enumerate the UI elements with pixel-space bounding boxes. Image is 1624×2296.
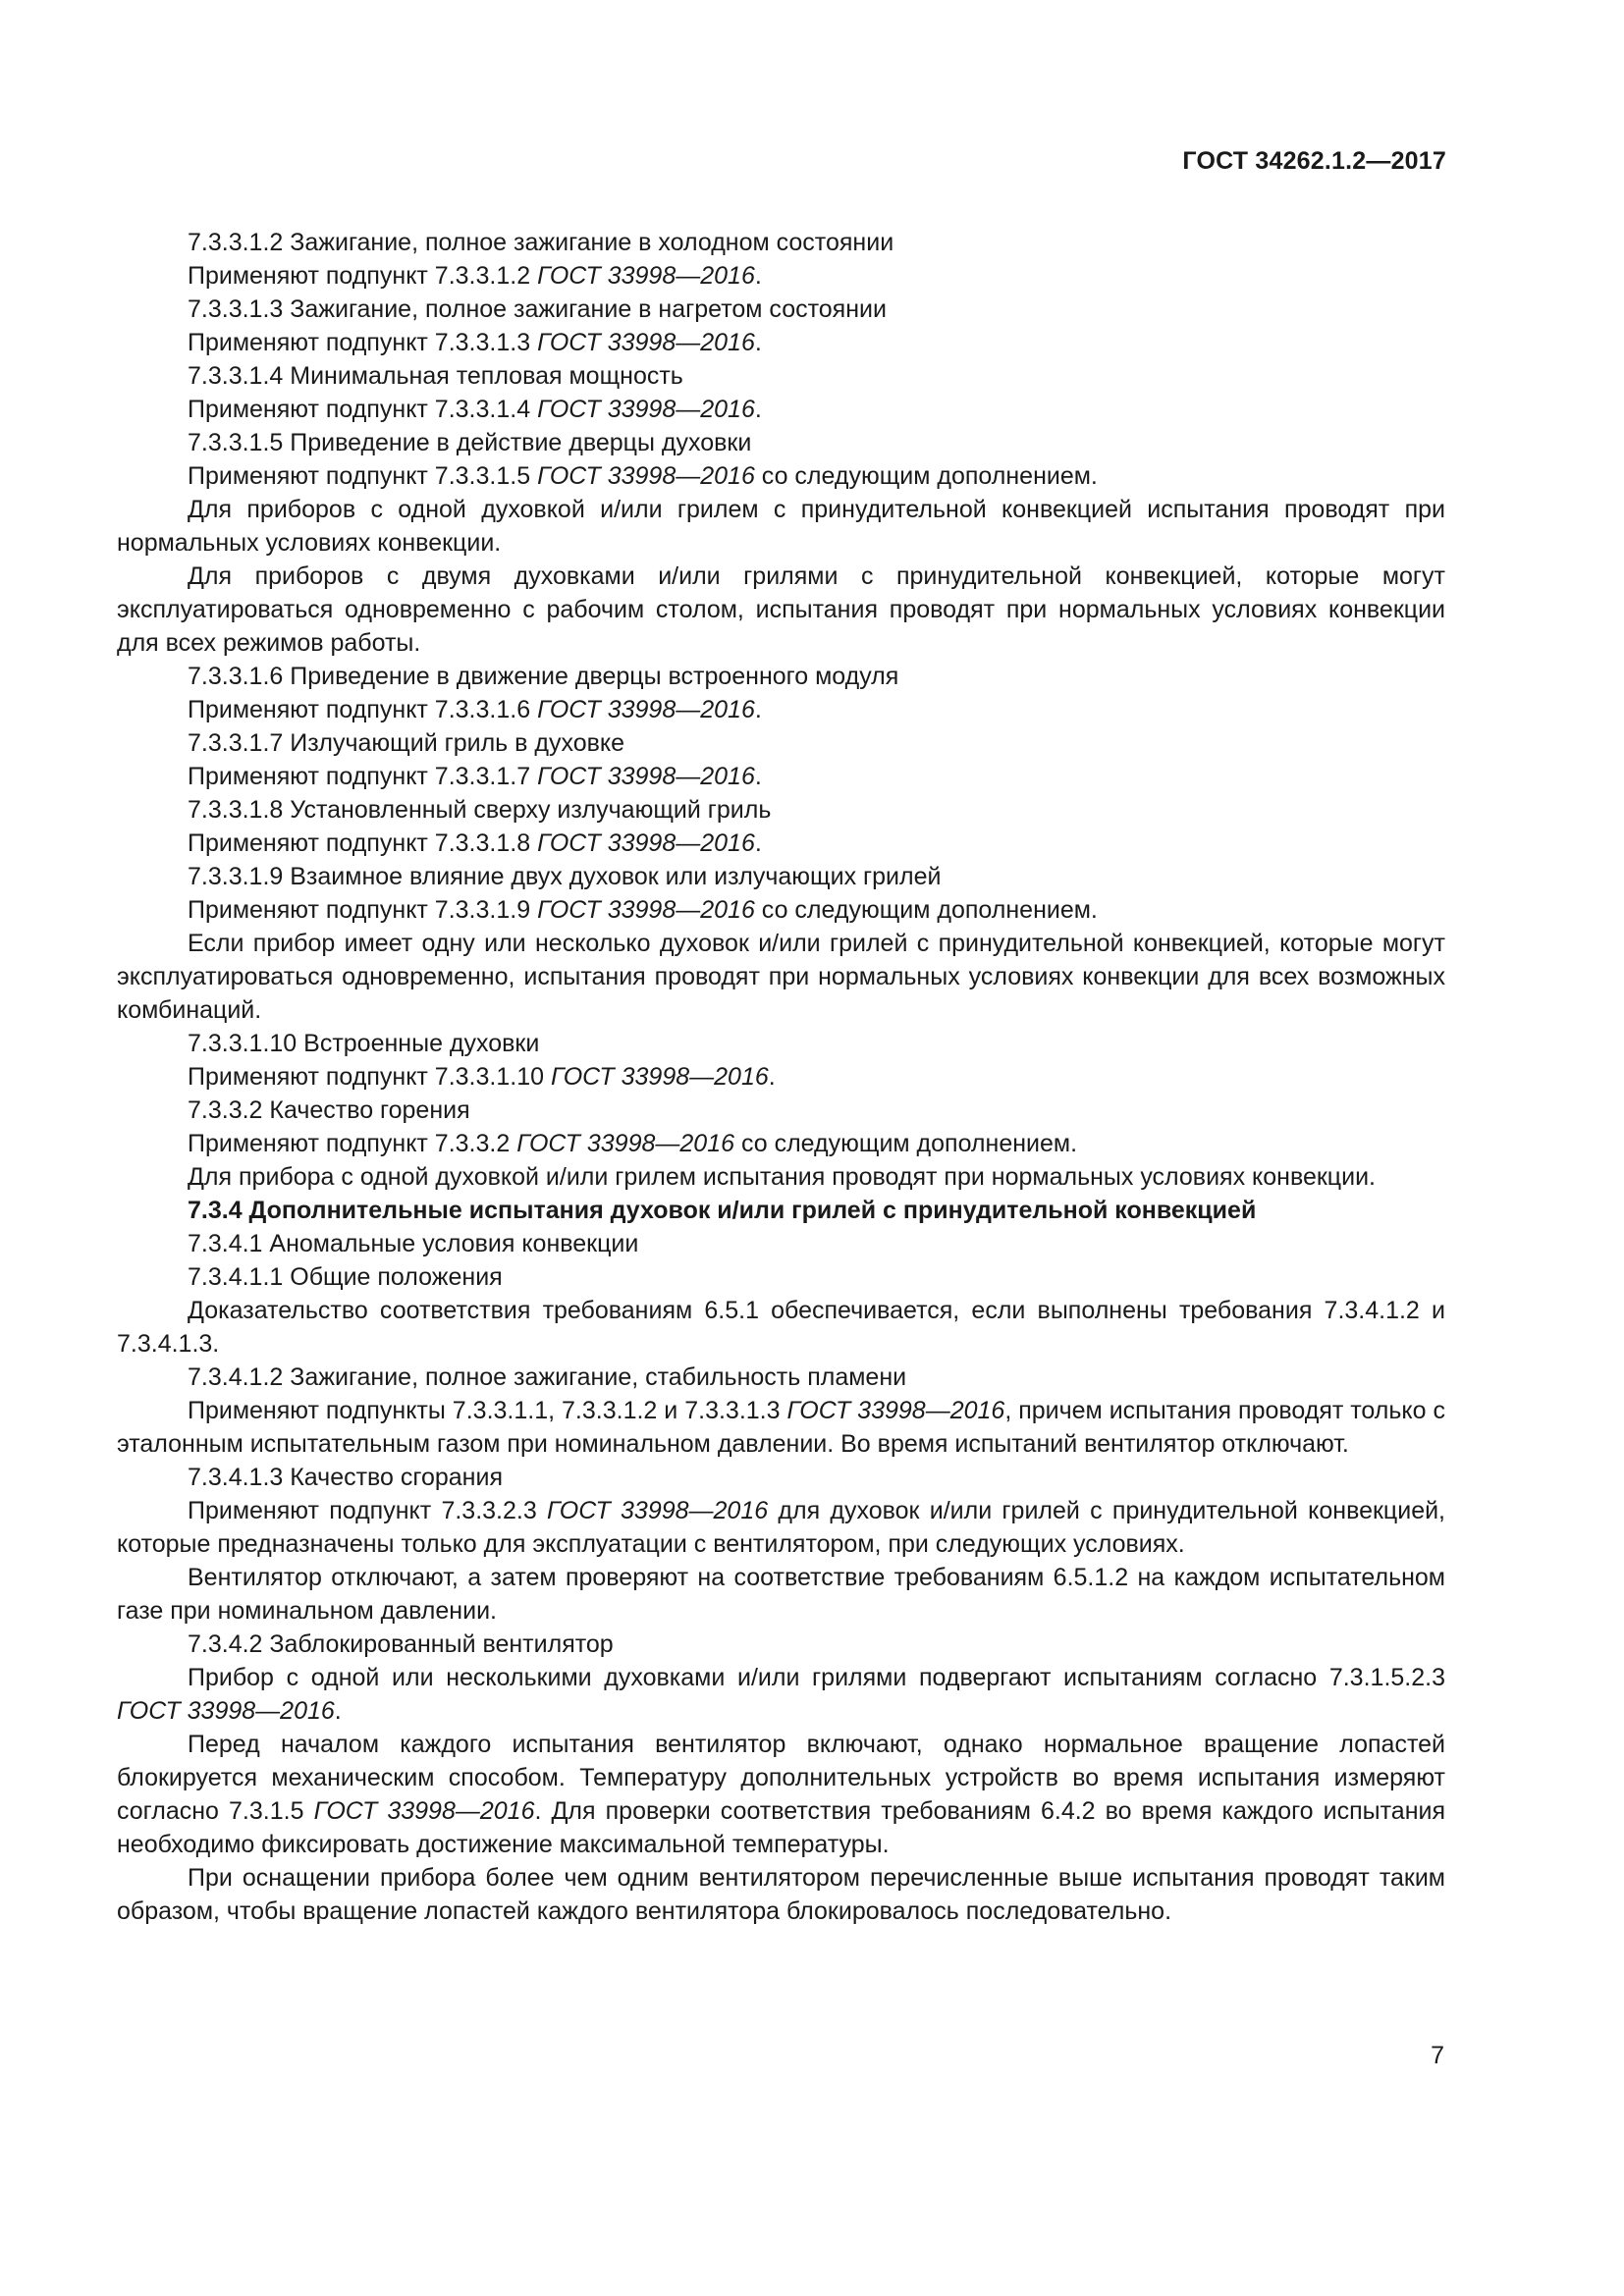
paragraph (117, 1094, 1445, 1127)
paragraph (117, 1561, 1445, 1628)
paragraph (117, 326, 1445, 359)
text-run: Применяют подпункт 7.3.3.1.3 (188, 329, 538, 356)
text-run: 7.3.4.1.3 Качество сгорания (188, 1464, 503, 1491)
text-run: со следующим дополнением. (754, 462, 1098, 490)
text-run: 7.3.3.1.10 Встроенные духовки (188, 1030, 540, 1057)
paragraph (117, 1227, 1445, 1260)
text-run: 7.3.4.1.2 Зажигание, полное зажигание, стабильность пламени (188, 1363, 907, 1391)
text-run: Применяют подпункт 7.3.3.1.6 (188, 696, 538, 723)
text-run: . (754, 829, 762, 857)
text-run: Применяют подпункт 7.3.3.1.2 (188, 262, 538, 290)
text-run: . (754, 329, 762, 356)
text-run: 7.3.3.2 Качество горения (188, 1096, 470, 1124)
paragraph (117, 1461, 1445, 1494)
paragraph (117, 1027, 1445, 1060)
paragraph (117, 1260, 1445, 1294)
text-run: Если прибор имеет одну или несколько духовок и/или грилей с принудительной конвекцией, которые могут эксплуатироваться одновременно, испытания проводят при нормальных условиях конвекции для всех возможных комбинаций. (117, 930, 1445, 1024)
text-run: Применяют подпункт 7.3.3.2 (188, 1130, 517, 1157)
text-run: Для приборов с двумя духовками и/или грилями с принудительной конвекцией, которые могут эксплуатироваться одновременно с рабочим столом, испытания проводят при нормальных условиях конвекции для всех режимов работы. (117, 562, 1445, 657)
paragraph (117, 1160, 1445, 1194)
paragraph (117, 560, 1445, 660)
paragraph (117, 1361, 1445, 1394)
text-run: 7.3.4.1 Аномальные условия конвекции (188, 1230, 639, 1257)
standard-reference: ГОСТ 33998—2016 (537, 262, 755, 290)
paragraph (117, 459, 1445, 493)
standard-reference: ГОСТ 33998—2016 (537, 763, 755, 790)
text-run: . Для проверки соответствия требованиям 6.4.2 во время каждого испытания необходимо фиксировать достижение максимальной температуры. (117, 1797, 1445, 1858)
text-run: , причем испытания проводят только с эталонным испытательным газом при номинальном давлении. Во время испытаний вентилятор отключают. (117, 1397, 1445, 1458)
paragraph (117, 1294, 1445, 1361)
paragraph (117, 893, 1445, 927)
standard-reference: ГОСТ 33998—2016 (537, 829, 755, 857)
text-run: 7.3.3.1.3 Зажигание, полное зажигание в нагретом состоянии (188, 295, 887, 323)
paragraph (117, 1728, 1445, 1861)
text-run: со следующим дополнением. (734, 1130, 1078, 1157)
paragraph (117, 359, 1445, 393)
paragraph (117, 726, 1445, 760)
text-run: При оснащении прибора более чем одним вентилятором перечисленные выше испытания проводят таким образом, чтобы вращение лопастей каждого вентилятора блокировалось последовательно. (117, 1864, 1445, 1925)
paragraph (117, 393, 1445, 426)
paragraph (117, 1060, 1445, 1094)
text-run: для духовок и/или грилей с принудительной конвекцией, которые предназначены только для эксплуатации с вентилятором, при следующих условиях. (117, 1497, 1446, 1558)
paragraph (117, 860, 1445, 893)
text-run: Применяют подпункт 7.3.3.1.8 (188, 829, 538, 857)
text-run: 7.3.3.1.8 Установленный сверху излучающий гриль (188, 796, 772, 824)
text-run: Вентилятор отключают, а затем проверяют на соответствие требованиям 6.5.1.2 на каждом испытательном газе при номинальном давлении. (117, 1564, 1445, 1625)
text-run: Применяют подпункт 7.3.3.1.4 (188, 396, 538, 423)
standard-reference: ГОСТ 33998—2016 (537, 396, 755, 423)
standard-reference: ГОСТ 33998—2016 (786, 1397, 1005, 1424)
text-run: 7.3.3.1.2 Зажигание, полное зажигание в холодном состоянии (188, 229, 894, 256)
page-number: 7 (1431, 2042, 1444, 2069)
text-run: . (754, 262, 762, 290)
text-run: . (334, 1697, 342, 1725)
paragraph (117, 1394, 1445, 1461)
text-run: 7.3.3.1.6 Приведение в движение дверцы встроенного модуля (188, 663, 899, 690)
text-run: 7.3.3.1.7 Излучающий гриль в духовке (188, 729, 624, 757)
standard-reference: ГОСТ 33998—2016 (537, 462, 755, 490)
paragraph (117, 760, 1445, 793)
paragraph (117, 660, 1445, 693)
standard-reference: ГОСТ 33998—2016 (537, 329, 755, 356)
document-body (117, 226, 1445, 1928)
text-run: Для прибора с одной духовкой и/или грилем испытания проводят при нормальных условиях конвекции. (188, 1163, 1376, 1191)
text-run: . (768, 1063, 776, 1091)
paragraph (117, 493, 1445, 560)
text-run: Применяют подпункт 7.3.3.1.7 (188, 763, 538, 790)
text-run: 7.3.3.1.9 Взаимное влияние двух духовок или излучающих грилей (188, 863, 942, 890)
section-heading: 7.3.4 Дополнительные испытания духовок и/или грилей с принудительной конвекцией (188, 1197, 1257, 1224)
paragraph (117, 1194, 1445, 1227)
text-run: Применяют подпункт 7.3.3.1.10 (188, 1063, 551, 1091)
paragraph (117, 1127, 1445, 1160)
paragraph (117, 693, 1445, 726)
text-run: Прибор с одной или несколькими духовками и/или грилями подвергают испытаниям согласно 7.3.1.5.2.3 (188, 1664, 1445, 1691)
text-run: 7.3.4.1.1 Общие положения (188, 1263, 503, 1291)
text-run: 7.3.3.1.4 Минимальная тепловая мощность (188, 362, 683, 390)
text-run: 7.3.4.2 Заблокированный вентилятор (188, 1630, 614, 1658)
paragraph (117, 1628, 1445, 1661)
standard-reference: ГОСТ 33998—2016 (547, 1497, 769, 1524)
paragraph (117, 426, 1445, 459)
text-run: Применяют подпункт 7.3.3.2.3 (188, 1497, 548, 1524)
text-run: 7.3.3.1.5 Приведение в действие дверцы духовки (188, 429, 752, 456)
paragraph (117, 226, 1445, 259)
paragraph (117, 1661, 1445, 1728)
standard-reference: ГОСТ 33998—2016 (516, 1130, 735, 1157)
text-run: Применяют подпункт 7.3.3.1.9 (188, 896, 538, 924)
text-run: Для приборов с одной духовкой и/или грилем с принудительной конвекцией испытания проводят при нормальных условиях конвекции. (117, 496, 1445, 557)
document-header: ГОСТ 34262.1.2—2017 (1182, 147, 1446, 175)
text-run: Применяют подпункт 7.3.3.1.5 (188, 462, 538, 490)
paragraph (117, 259, 1445, 293)
text-run: . (754, 396, 762, 423)
paragraph (117, 827, 1445, 860)
standard-reference: ГОСТ 33998—2016 (537, 696, 755, 723)
standard-reference: ГОСТ 33998—2016 (313, 1797, 535, 1825)
paragraph (117, 793, 1445, 827)
text-run: . (754, 696, 762, 723)
paragraph (117, 293, 1445, 326)
paragraph (117, 1861, 1445, 1928)
text-run: Доказательство соответствия требованиям 6.5.1 обеспечивается, если выполнены требования 7.3.4.1.2 и 7.3.4.1.3. (117, 1297, 1445, 1358)
standard-reference: ГОСТ 33998—2016 (117, 1697, 335, 1725)
paragraph (117, 927, 1445, 1027)
text-run: Перед началом каждого испытания вентилятор включают, однако нормальное вращение лопастей блокируется механическим способом. Температуру дополнительных устройств во время испытания измеряют согласно 7.3.1.5 (117, 1731, 1445, 1825)
standard-reference: ГОСТ 33998—2016 (537, 896, 755, 924)
text-run: . (754, 763, 762, 790)
text-run: со следующим дополнением. (754, 896, 1098, 924)
text-run: Применяют подпункты 7.3.3.1.1, 7.3.3.1.2 и 7.3.3.1.3 (188, 1397, 787, 1424)
paragraph (117, 1494, 1445, 1561)
standard-reference: ГОСТ 33998—2016 (550, 1063, 769, 1091)
